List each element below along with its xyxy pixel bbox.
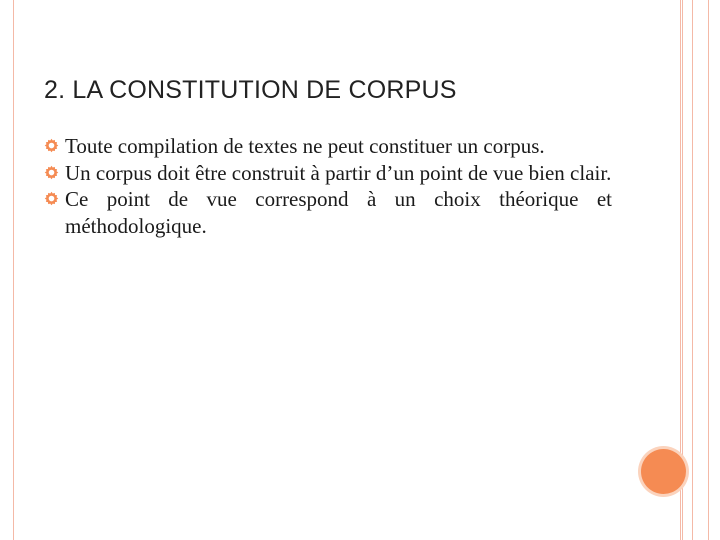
frame-rule xyxy=(708,0,709,540)
bullet-item xyxy=(44,160,612,187)
bullet-list xyxy=(44,133,612,239)
bullet-text: Ce point de vue correspond à un choix théorique et méthodologique. xyxy=(65,187,612,238)
slide-title: 2. LA CONSTITUTION DE CORPUS xyxy=(44,76,457,104)
bullet-text: Un corpus doit être construit à partir d’un point de vue bien clair. xyxy=(65,160,612,185)
gear-bullet-icon xyxy=(44,165,59,180)
bullet-item xyxy=(44,133,612,160)
frame-rule xyxy=(692,0,693,540)
gear-bullet-icon xyxy=(44,191,59,206)
gear-bullet-icon xyxy=(44,138,59,153)
bullet-text: Toute compilation de textes ne peut constituer un corpus. xyxy=(65,134,545,158)
accent-circle-decoration xyxy=(641,449,686,494)
bullet-item xyxy=(44,186,612,239)
